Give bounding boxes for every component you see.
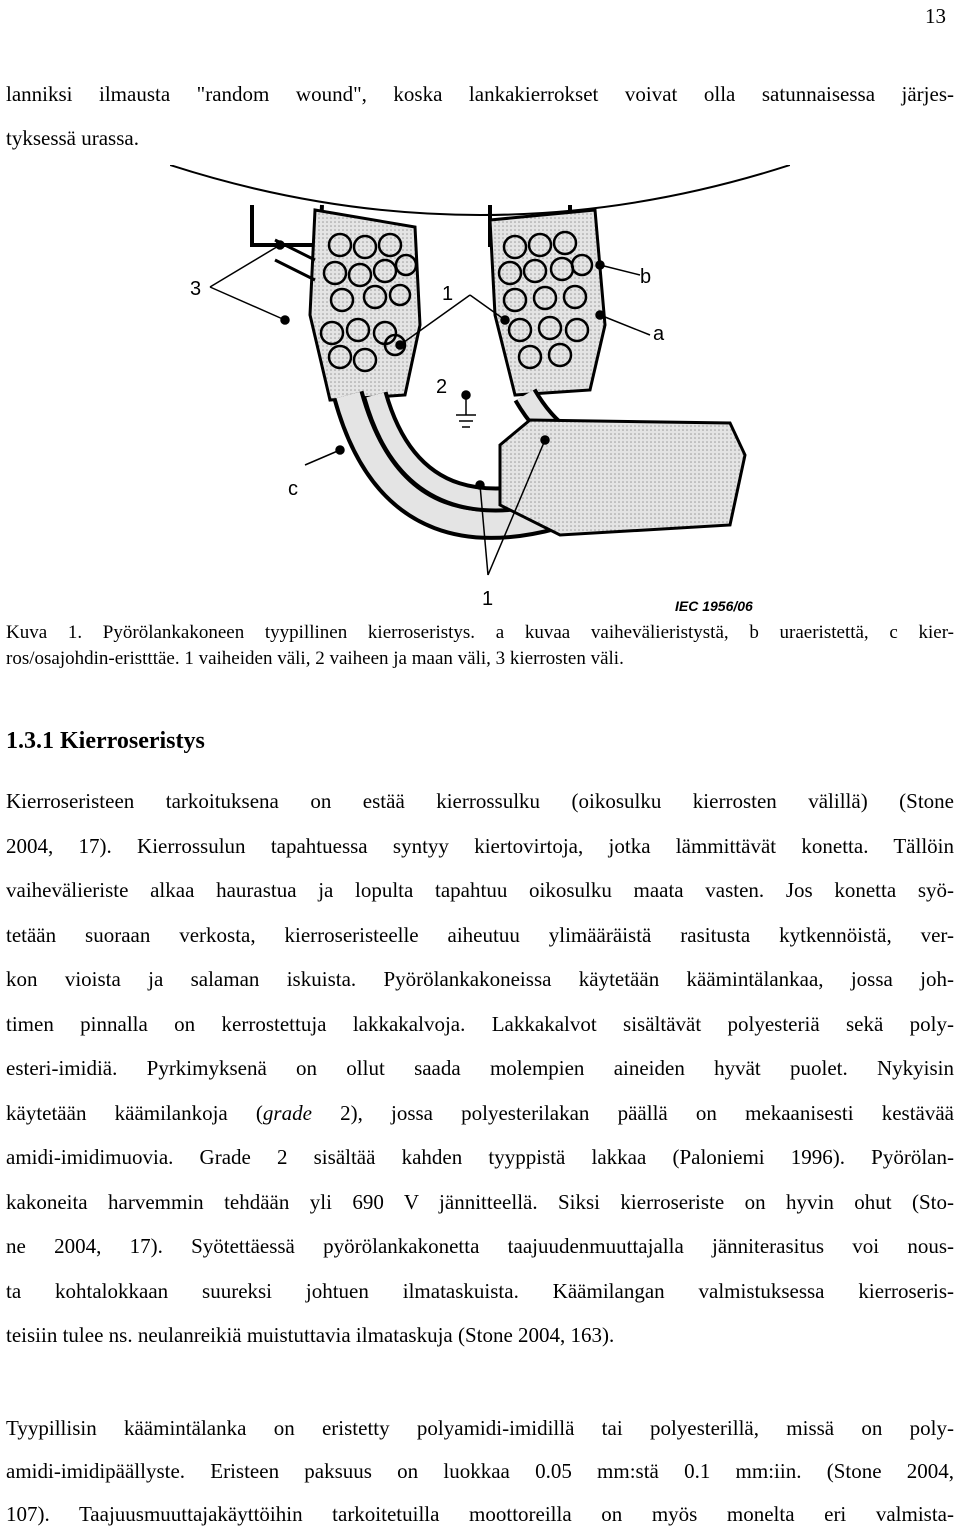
body-paragraph-1 bbox=[6, 779, 954, 1358]
section-heading: 1.3.1 Kierroseristys bbox=[6, 728, 205, 754]
body-paragraph-2 bbox=[6, 1407, 954, 1536]
text-line: amidi-imidimuovia. Grade 2 sisältää kahden tyyppistä lakkaa (Paloniemi 1996). Pyörölan- bbox=[6, 1145, 954, 1169]
text-line: Kierroseristeen tarkoituksena on estää kierrossulku (oikosulku kierrosten välillä) (Stone bbox=[6, 789, 954, 813]
text-line: Tyypillisin käämintälanka on eristetty polyamidi-imidillä tai polyesterillä, missä on poly- bbox=[6, 1416, 954, 1440]
winding-end-block bbox=[500, 420, 745, 535]
text-line: amidi-imidipäällyste. Eristeen paksuus on luokkaa 0.05 mm:stä 0.1 mm:iin. (Stone 2004, bbox=[6, 1459, 954, 1483]
text-line: vaihevälieriste alkaa haurastua ja lopulta tapahtuu oikosulku maata vasten. Jos konetta syö- bbox=[6, 878, 954, 902]
label-1-bottom: 1 bbox=[482, 588, 494, 610]
text-line: tetään suoraan verkosta, kierroseristeelle aiheutuu ylimääräistä rasitusta kytkennöistä, ver- bbox=[6, 922, 954, 947]
intro-paragraph bbox=[6, 72, 954, 160]
text-line: 107). Taajuusmuuttajakäyttöihin tarkoitetuilla moottoreilla on myös monelta eri valmista- bbox=[6, 1502, 954, 1526]
text-line: lanniksi ilmausta "random wound", koska lankakierrokset voivat olla satunnaisessa järjes- bbox=[6, 82, 954, 106]
winding-insulation-figure bbox=[170, 165, 790, 615]
text-line: kon vioista ja salaman iskuista. Pyörölankakoneissa käytetään käämintälankaa, jossa joh- bbox=[6, 967, 954, 991]
label-c: c bbox=[288, 478, 298, 500]
label-a: a bbox=[653, 323, 665, 345]
label-1-top: 1 bbox=[442, 283, 454, 305]
label-b: b bbox=[640, 266, 652, 288]
text-line: kakoneita harvemmin tehdään yli 690 V jännitteellä. Siksi kierroseriste on hyvin ohut (Sto- bbox=[6, 1189, 954, 1214]
stator-bore-arc bbox=[170, 165, 790, 215]
italic-term: grade bbox=[262, 1100, 312, 1125]
slot-outline-left bbox=[252, 205, 322, 245]
text-line: timen pinnalla on kerrostettuja lakkakalvoja. Lakkakalvot sisältävät polyesteriä sekä poly- bbox=[6, 1011, 954, 1036]
label-3: 3 bbox=[190, 278, 202, 300]
winding-diagram bbox=[170, 165, 790, 615]
text-line: esteri-imidiä. Pyrkimyksenä on ollut saada molempien aineiden hyvät puolet. Nykyisin bbox=[6, 1056, 954, 1080]
label-2: 2 bbox=[436, 376, 448, 398]
caption-line: Kuva 1. Pyörölankakoneen tyypillinen kierroseristys. a kuvaa vaihevälieristystä, b uraeristettä, c kier- bbox=[6, 622, 954, 643]
page-number: 13 bbox=[925, 4, 946, 28]
text-line: käytetään käämilankoja (grade 2), jossa polyesterilakan päällä on mekaanisesti kestävää bbox=[6, 1100, 954, 1125]
iec-source-note: IEC 1956/06 bbox=[675, 598, 753, 614]
text-line: tyksessä urassa. bbox=[6, 126, 139, 150]
text-line: ta kohtalokkaan suureksi johtuen ilmataskuista. Käämilangan valmistuksessa kierroseris- bbox=[6, 1278, 954, 1303]
text-line: 2004, 17). Kierrossulun tapahtuessa syntyy kiertovirtoja, jotka lämmittävät konetta. Tällöin bbox=[6, 833, 954, 858]
caption-line: ros/osajohdin-eristttäe. 1 vaiheiden väli, 2 vaiheen ja maan väli, 3 kierrosten väli. bbox=[6, 648, 624, 669]
figure-caption bbox=[6, 620, 954, 672]
text-line: teisiin tulee ns. neulanreikiä muistuttavia ilmataskuja (Stone 2004, 163). bbox=[6, 1323, 615, 1347]
text-line: ne 2004, 17). Syötettäessä pyörölankakonetta taajuudenmuuttajalla jänniterasitus voi nous- bbox=[6, 1234, 954, 1258]
